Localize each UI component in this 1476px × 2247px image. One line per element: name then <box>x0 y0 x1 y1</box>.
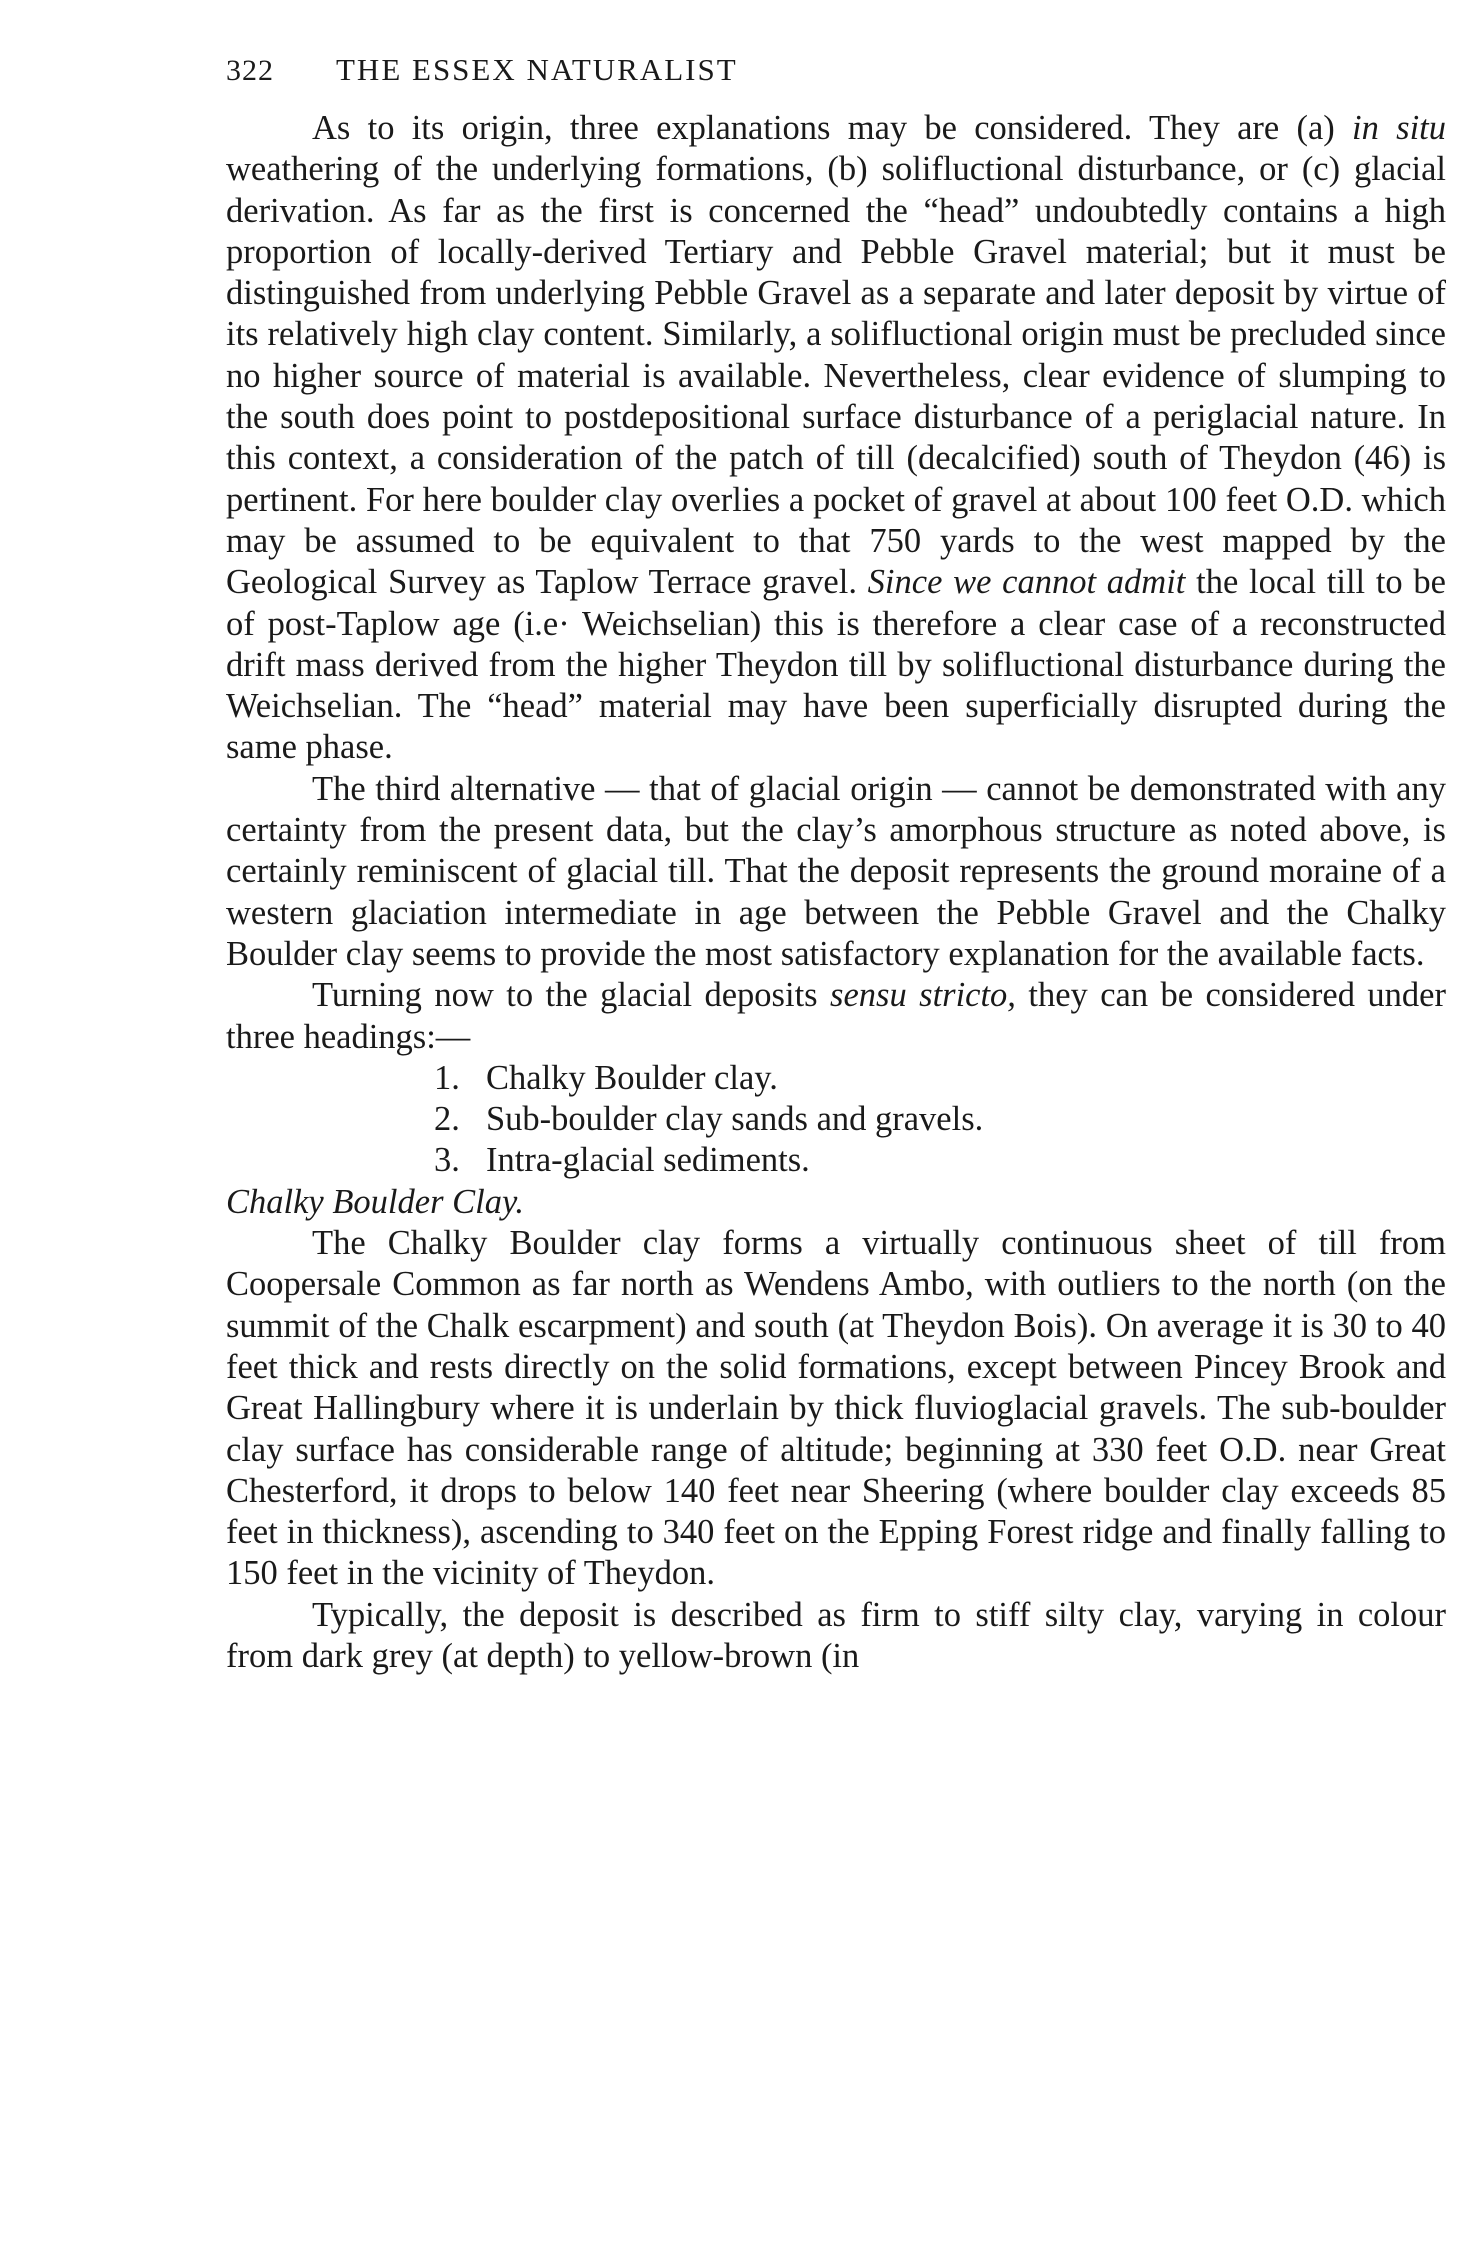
paragraph-origin-part-c: weathering of the underlying formations, (b) solifluctional disturbance, or (c) glacial derivation. As far as the first is concerned the “head” undoubtedly contains a high proportion of locally-derived Tertiary and Pebble Gravel material; but it must be distinguished from underlying Pebble Gravel as a separate and later deposit by virtue of its relatively high clay content. Similarly, a solifluctional origin must be precluded since no higher source of material is available. Nevertheless, clear evidence of slumping to the south does point to postdepositional surface disturbance of a periglacial nature. In this context, a consideration of the patch of till (decalcified) south of Theydon (46) is pertinent. For here boulder clay overlies a pocket of gravel at about 100 feet O.D. which may be assumed to be equivalent to that 750 yards to the west mapped by the Geological Survey as Taplow Terrace gravel. <box>226 150 1446 602</box>
headings-list <box>226 1058 1446 1182</box>
section-subheading: Chalky Boulder Clay. <box>226 1182 525 1221</box>
list-item-text: Chalky Boulder clay. <box>486 1058 778 1097</box>
list-item-number: 3. <box>434 1141 460 1180</box>
list-item-text: Intra-glacial sediments. <box>486 1141 810 1180</box>
paragraph-glacial-part-a: Turning now to the glacial deposits <box>312 976 831 1015</box>
paragraph-glacial-deposits <box>226 975 1446 1058</box>
paragraph-chalky-boulder-clay: The Chalky Boulder clay forms a virtually continuous sheet of till from Coopersale Common as far north as Wendens Ambo, with outliers to the north (on the summit of the Chalk escarpment) and south (at Theydon Bois). On average it is 30 to 40 feet thick and rests directly on the solid formations, except between Pincey Brook and Great Hallingbury where it is underlain by thick fluvioglacial gravels. The sub-boulder clay surface has considerable range of altitude; beginning at 330 feet O.D. near Great Chesterford, it drops to below 140 feet near Sheering (where boulder clay exceeds 85 feet in thickness), ascending to 340 feet on the Epping Forest ridge and finally falling to 150 feet in the vicinity of Theydon. <box>226 1224 1446 1593</box>
list-item-text: Sub-boulder clay sands and gravels. <box>486 1100 984 1139</box>
page-number: 322 <box>226 54 274 87</box>
paragraph-glacial-part-c: they can be considered under three headings:— <box>226 976 1446 1056</box>
list-item <box>434 1140 1446 1181</box>
list-item-number: 1. <box>434 1058 460 1097</box>
paragraph-origin-part-a: As to its origin, three explanations may be considered. They are (a) <box>312 109 1353 147</box>
paragraph-origin <box>226 108 1446 769</box>
paragraph-third-alternative: The third alternative — that of glacial origin — cannot be demonstrated with any certainty from the present data, but the clay’s amorphous structure as noted above, is certainly reminiscent of glacial till. That the deposit represents the ground moraine of a western glaciation intermediate in age between the Pebble Gravel and the Chalky Boulder clay seems to provide the most satisfactory explanation for the available facts. <box>226 769 1446 973</box>
list-item <box>434 1058 1446 1099</box>
list-item <box>434 1099 1446 1140</box>
in-situ-term: in situ <box>1352 109 1446 147</box>
running-head <box>226 52 1446 96</box>
body-text <box>226 108 1446 1677</box>
list-item-number: 2. <box>434 1100 460 1139</box>
paragraph-typically: Typically, the deposit is described as firm to stiff silty clay, varying in colour from dark grey (at depth) to yellow-brown (in <box>226 1595 1446 1675</box>
journal-title: THE ESSEX NATURALIST <box>336 52 738 87</box>
paragraph-origin-part-e: the local till to be of post-Taplow age (i.e· Weichselian) this is therefore a clear case of a reconstructed drift mass derived from the higher Theydon till by solifluctional disturbance during the Weichselian. The “head” material may have been superficially disrupted during the same phase. <box>226 563 1446 767</box>
page <box>226 52 1446 1677</box>
italic-phrase: Since we cannot admit <box>867 563 1186 602</box>
sensu-stricto-term: sensu stricto, <box>830 976 1016 1015</box>
